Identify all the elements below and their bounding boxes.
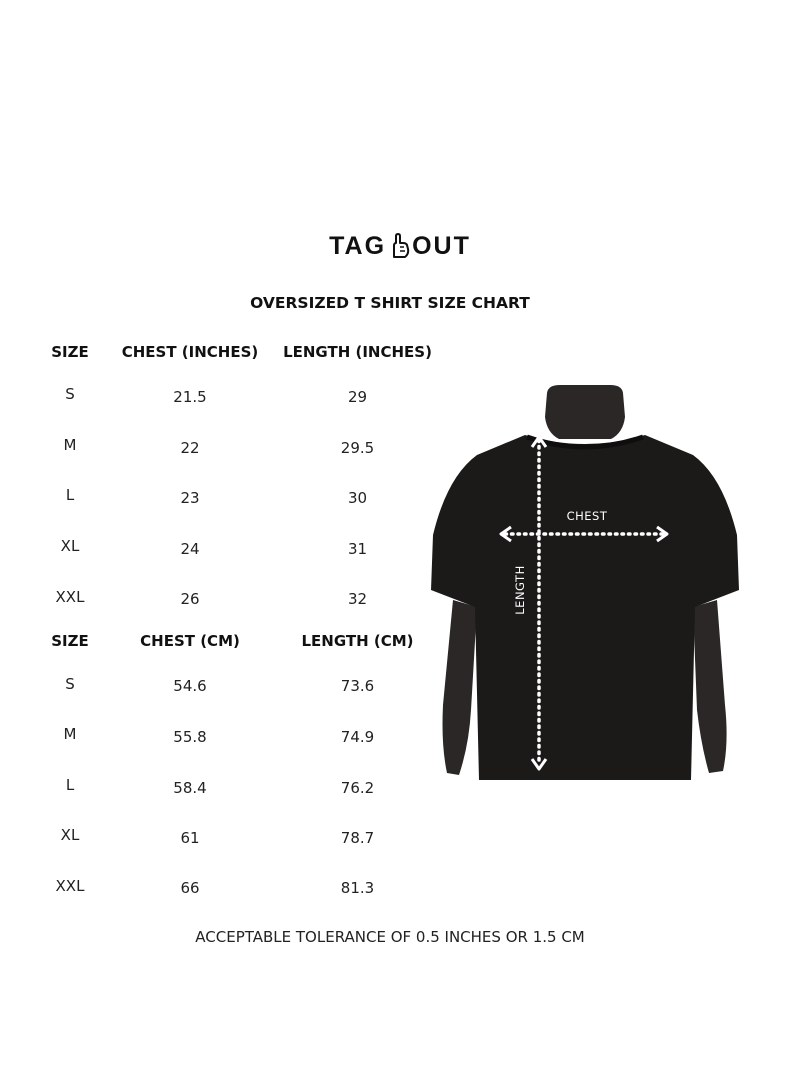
tshirt-diagram (425, 385, 750, 785)
table-cell: 31 (347, 540, 368, 558)
brand-logo-right: OUT (412, 232, 471, 260)
inches-header-size: SIZE (51, 343, 89, 361)
table-cell: 30 (347, 489, 368, 507)
table-cell: 73.6 (340, 677, 375, 695)
model-left-arm (443, 600, 478, 775)
cm-header-chest: CHEST (CM) (140, 632, 240, 650)
table-cell: L (65, 486, 75, 504)
inches-header-chest: CHEST (INCHES) (121, 343, 259, 361)
table-cell: XL (60, 537, 80, 555)
table-cell: 76.2 (340, 779, 375, 797)
table-cell: M (63, 725, 77, 743)
chest-label: CHEST (566, 509, 608, 523)
table-cell: 61 (180, 829, 200, 847)
table-cell: 78.7 (340, 829, 375, 847)
table-cell: 81.3 (340, 879, 375, 897)
tolerance-note: ACCEPTABLE TOLERANCE OF 0.5 INCHES OR 1.5 CM (195, 928, 585, 946)
table-cell: 29.5 (340, 439, 375, 457)
cm-header-size: SIZE (51, 632, 89, 650)
table-cell: XL (60, 826, 80, 844)
length-label: LENGTH (513, 565, 527, 615)
table-cell: XXL (55, 588, 85, 606)
table-cell: 58.4 (173, 779, 207, 797)
table-cell: 22 (180, 439, 200, 457)
table-cell: 26 (180, 590, 200, 608)
table-cell: 54.6 (173, 677, 207, 695)
table-cell: S (65, 675, 75, 693)
table-cell: 55.8 (173, 728, 207, 746)
tshirt-body (431, 435, 739, 780)
table-cell: 74.9 (340, 728, 375, 746)
table-cell: L (65, 776, 75, 794)
cm-header-length: LENGTH (CM) (301, 632, 414, 650)
table-cell: 21.5 (173, 388, 207, 406)
table-cell: M (63, 436, 77, 454)
table-cell: XXL (55, 877, 85, 895)
inches-header-length: LENGTH (INCHES) (283, 343, 432, 361)
table-cell: 66 (180, 879, 200, 897)
table-cell: 29 (347, 388, 368, 406)
brand-logo (0, 232, 800, 266)
table-cell: 32 (347, 590, 368, 608)
table-cell: S (65, 385, 75, 403)
pointing-hand-icon (387, 233, 411, 266)
model-right-arm (693, 600, 727, 773)
table-cell: 24 (180, 540, 200, 558)
brand-logo-left: TAG (329, 232, 387, 260)
page-title: OVERSIZED T SHIRT SIZE CHART (250, 294, 530, 312)
table-cell: 23 (180, 489, 200, 507)
model-head (545, 385, 625, 439)
